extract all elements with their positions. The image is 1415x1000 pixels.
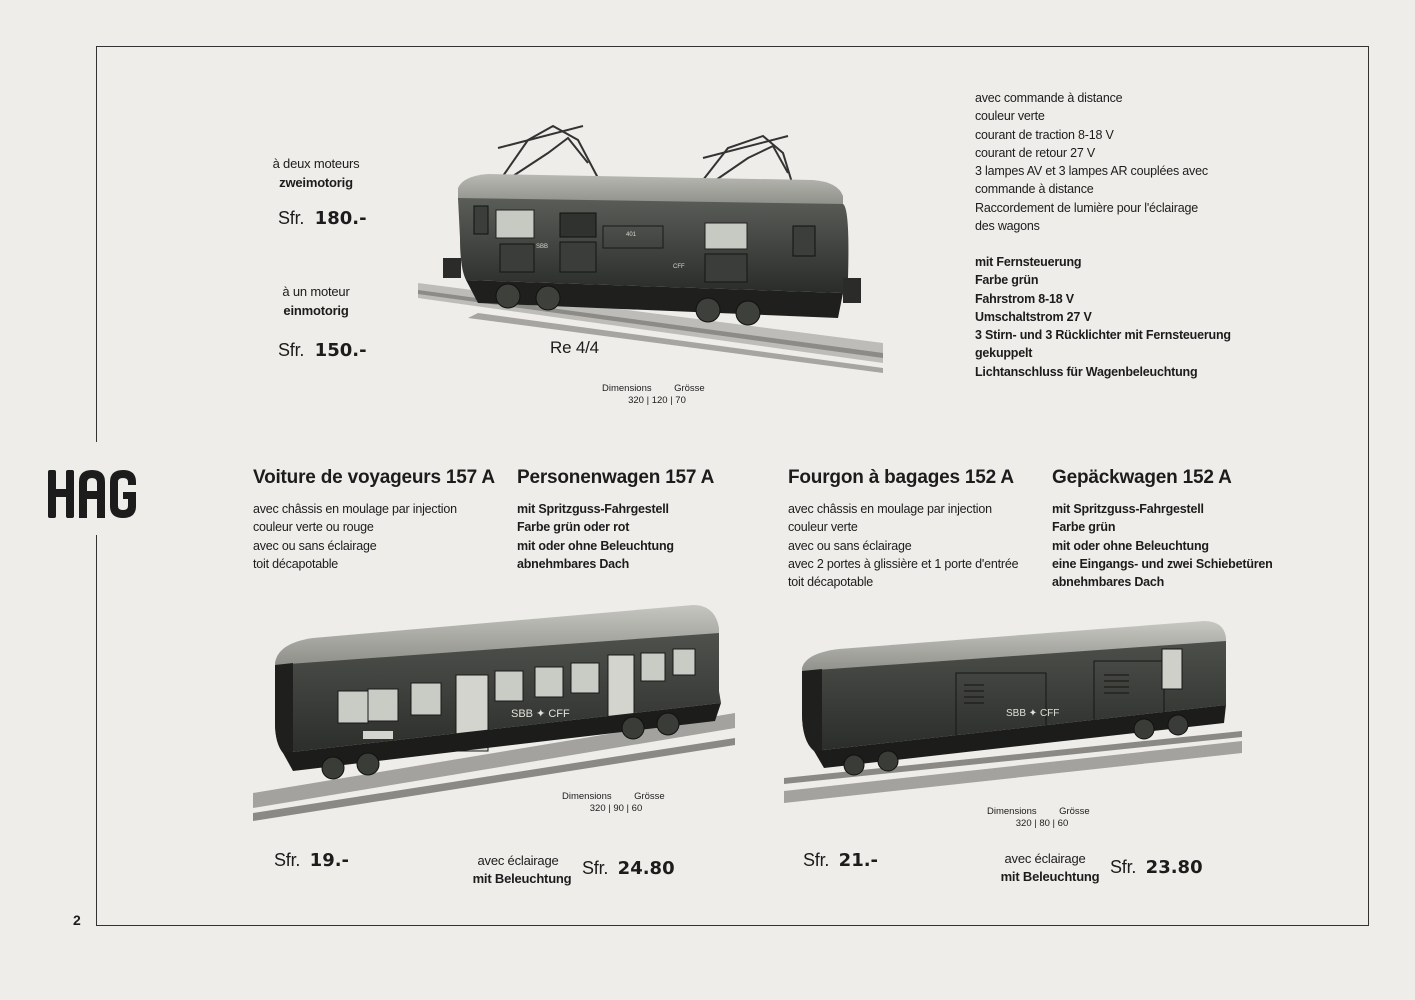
coach-spec-de — [517, 500, 674, 573]
price-one-motor — [278, 340, 367, 361]
spec-line: Farbe grün — [975, 273, 1039, 288]
frame-line-left-upper — [96, 46, 97, 442]
spec-line: mit Spritzguss-Fahrgestell — [1052, 502, 1204, 516]
dimensions-label-de: Grösse — [1059, 806, 1090, 817]
price-two-motor — [278, 208, 367, 229]
spec-line: 3 lampes AV et 3 lampes AR couplées avec — [975, 164, 1208, 179]
baggage-price-lit — [1110, 857, 1203, 878]
two-motor-fr: à deux moteurs — [272, 156, 360, 171]
coach-dimensions-values: 320 | 90 | 60 — [589, 803, 643, 814]
spec-line: Fahrstrom 8-18 V — [975, 291, 1074, 306]
price-value: 23.80 — [1145, 857, 1203, 878]
dimensions-label-fr: Dimensions — [602, 383, 652, 394]
spec-line: avec ou sans éclairage — [253, 538, 377, 553]
page-number: 2 — [73, 912, 81, 928]
baggage-spec-de — [1052, 500, 1273, 591]
baggage-title-de: Gepäckwagen 152 A — [1052, 467, 1232, 488]
dimensions-label-de: Grösse — [634, 791, 665, 802]
spec-line: courant de retour 27 V — [975, 145, 1095, 160]
car-marking: SBB ✦ CFF — [511, 708, 570, 720]
loco-spec-fr — [975, 89, 1208, 235]
one-motor-fr: à un moteur — [282, 284, 350, 299]
one-motor-de: einmotorig — [283, 303, 349, 318]
coach-lighting-de: mit Beleuchtung — [472, 871, 572, 886]
price-label: Sfr. — [278, 208, 305, 228]
spec-line: mit oder ohne Beleuchtung — [1052, 538, 1209, 553]
baggage-lighting-de: mit Beleuchtung — [1000, 869, 1100, 884]
spec-line: eine Eingangs- und zwei Schiebetüren — [1052, 556, 1273, 571]
spec-line: gekuppelt — [975, 346, 1033, 361]
svg-text:401: 401 — [626, 232, 637, 238]
spec-line: Farbe grün — [1052, 520, 1116, 535]
spec-line: toit décapotable — [788, 575, 874, 590]
price-label: Sfr. — [274, 850, 301, 870]
coach-lighting-fr: avec éclairage — [477, 853, 559, 868]
spec-line: couleur verte — [975, 109, 1045, 124]
hag-logo — [46, 468, 138, 520]
baggage-title-fr: Fourgon à bagages 152 A — [788, 467, 1014, 488]
spec-line: avec châssis en moulage par injection — [253, 502, 457, 516]
frame-line-bottom — [96, 925, 1369, 926]
price-value: 24.80 — [617, 858, 675, 879]
dimensions-label-fr: Dimensions — [562, 791, 612, 802]
coach-title-fr: Voiture de voyageurs 157 A — [253, 467, 495, 488]
coach-price-lit — [582, 858, 675, 879]
dimensions-label-fr: Dimensions — [987, 806, 1037, 817]
price-label: Sfr. — [582, 858, 609, 878]
baggage-dimensions-values: 320 | 80 | 60 — [1015, 818, 1069, 829]
spec-line: Lichtanschluss für Wagenbeleuchtung — [975, 364, 1198, 379]
dimensions-label-de: Grösse — [674, 383, 705, 394]
spec-line: courant de traction 8-18 V — [975, 127, 1114, 142]
spec-line: toit décapotable — [253, 556, 339, 571]
price-value: 19.- — [309, 850, 350, 871]
spec-line: avec 2 portes à glissière et 1 porte d'entrée — [788, 556, 1019, 571]
svg-text:CFF: CFF — [673, 264, 685, 270]
spec-line: couleur verte — [788, 520, 858, 535]
spec-line: 3 Stirn- und 3 Rücklichter mit Fernsteuerung — [975, 328, 1231, 343]
loco-dimensions-values: 320 | 120 | 70 — [628, 395, 686, 406]
frame-line-left-lower — [96, 535, 97, 926]
loco-spec-de — [975, 253, 1231, 381]
two-motor-de: zweimotorig — [279, 175, 353, 190]
baggage-spec-fr — [788, 500, 1018, 591]
spec-line: Raccordement de lumière pour l'éclairage — [975, 200, 1198, 215]
baggage-car-photo — [784, 613, 1242, 809]
coach-price — [274, 850, 349, 871]
model-name: Re 4/4 — [550, 338, 599, 357]
price-value: 21.- — [838, 850, 879, 871]
baggage-lighting-fr: avec éclairage — [1004, 851, 1086, 866]
locomotive-photo — [418, 118, 883, 373]
coach-spec-fr — [253, 500, 457, 573]
price-value: 150.- — [314, 340, 367, 361]
spec-line: avec châssis en moulage par injection — [788, 502, 992, 516]
spec-line: avec commande à distance — [975, 91, 1123, 105]
svg-text:SBB: SBB — [536, 244, 549, 250]
spec-line: abnehmbares Dach — [1052, 575, 1165, 590]
price-value: 180.- — [314, 208, 367, 229]
price-label: Sfr. — [278, 340, 305, 360]
frame-line-right — [1368, 46, 1369, 926]
price-label: Sfr. — [1110, 857, 1137, 877]
spec-line: des wagons — [975, 219, 1040, 234]
baggage-price — [803, 850, 878, 871]
spec-line: avec ou sans éclairage — [788, 538, 912, 553]
car-marking: SBB ✦ CFF — [1006, 708, 1060, 719]
spec-line: commande à distance — [975, 182, 1094, 197]
price-label: Sfr. — [803, 850, 830, 870]
coach-title-de: Personenwagen 157 A — [517, 467, 715, 488]
spec-line: mit Spritzguss-Fahrgestell — [517, 502, 669, 516]
spec-line: Farbe grün oder rot — [517, 520, 630, 535]
spec-line: abnehmbares Dach — [517, 556, 630, 571]
spec-line: Umschaltstrom 27 V — [975, 309, 1092, 324]
spec-line: mit oder ohne Beleuchtung — [517, 538, 674, 553]
frame-line-top — [96, 46, 1369, 47]
spec-line: mit Fernsteuerung — [975, 255, 1082, 269]
spec-line: couleur verte ou rouge — [253, 520, 374, 535]
